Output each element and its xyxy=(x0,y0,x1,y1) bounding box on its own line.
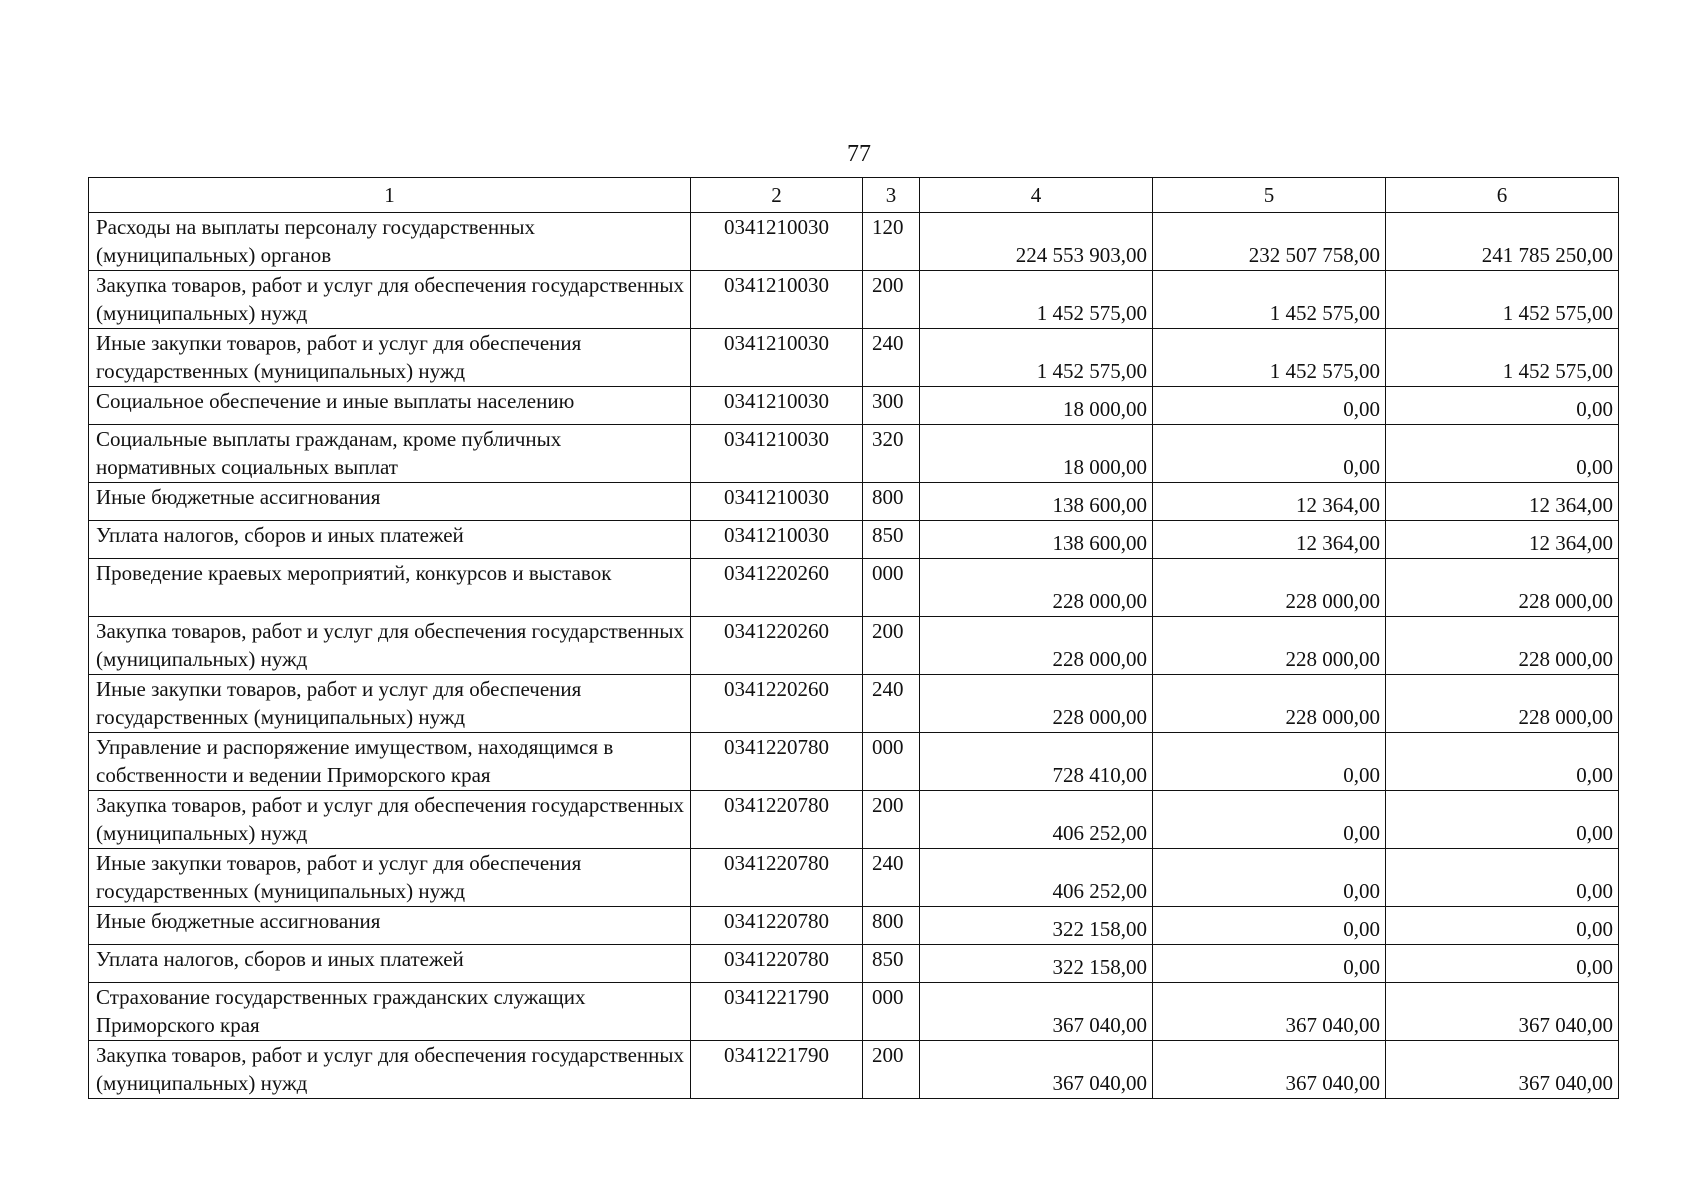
row-name-cell: Уплата налогов, сборов и иных платежей xyxy=(89,521,691,559)
table-row xyxy=(89,907,1619,945)
row-value-col5: 228 000,00 xyxy=(1153,559,1386,617)
row-value-col4: 138 600,00 xyxy=(920,521,1153,559)
table-row xyxy=(89,617,1619,675)
row-value-col6: 241 785 250,00 xyxy=(1386,213,1619,271)
row-value-col4: 367 040,00 xyxy=(920,1041,1153,1099)
row-value-col6: 0,00 xyxy=(1386,945,1619,983)
row-value-col4: 224 553 903,00 xyxy=(920,213,1153,271)
row-value-col4: 406 252,00 xyxy=(920,849,1153,907)
table-row xyxy=(89,791,1619,849)
row-type-cell: 300 xyxy=(863,387,920,425)
row-value-col4: 728 410,00 xyxy=(920,733,1153,791)
row-code-cell: 0341210030 xyxy=(691,425,863,483)
row-value-col6: 367 040,00 xyxy=(1386,983,1619,1041)
header-row xyxy=(89,178,1619,213)
row-value-col4: 138 600,00 xyxy=(920,483,1153,521)
row-code-cell: 0341210030 xyxy=(691,271,863,329)
row-code-cell: 0341220780 xyxy=(691,733,863,791)
table-row xyxy=(89,559,1619,617)
table-row xyxy=(89,425,1619,483)
row-value-col6: 228 000,00 xyxy=(1386,675,1619,733)
table-row xyxy=(89,675,1619,733)
row-type-cell: 120 xyxy=(863,213,920,271)
row-type-cell: 000 xyxy=(863,733,920,791)
row-value-col4: 18 000,00 xyxy=(920,387,1153,425)
row-type-cell: 200 xyxy=(863,791,920,849)
column-header-1: 1 xyxy=(89,178,691,213)
row-name-cell: Уплата налогов, сборов и иных платежей xyxy=(89,945,691,983)
row-type-cell: 000 xyxy=(863,559,920,617)
row-code-cell: 0341220780 xyxy=(691,945,863,983)
row-value-col6: 0,00 xyxy=(1386,907,1619,945)
row-value-col4: 228 000,00 xyxy=(920,617,1153,675)
row-value-col5: 1 452 575,00 xyxy=(1153,329,1386,387)
row-name-cell: Иные бюджетные ассигнования xyxy=(89,907,691,945)
row-value-col5: 0,00 xyxy=(1153,907,1386,945)
table-row xyxy=(89,945,1619,983)
table-row xyxy=(89,483,1619,521)
table-row xyxy=(89,329,1619,387)
table-row xyxy=(89,521,1619,559)
row-value-col5: 367 040,00 xyxy=(1153,1041,1386,1099)
row-type-cell: 320 xyxy=(863,425,920,483)
row-value-col6: 12 364,00 xyxy=(1386,483,1619,521)
row-type-cell: 200 xyxy=(863,617,920,675)
row-code-cell: 0341210030 xyxy=(691,329,863,387)
row-value-col6: 1 452 575,00 xyxy=(1386,329,1619,387)
table-row xyxy=(89,271,1619,329)
row-value-col6: 228 000,00 xyxy=(1386,617,1619,675)
row-value-col4: 1 452 575,00 xyxy=(920,329,1153,387)
row-type-cell: 240 xyxy=(863,849,920,907)
row-name-cell: Закупка товаров, работ и услуг для обеспечения государственных (муниципальных) нужд xyxy=(89,791,691,849)
row-value-col5: 0,00 xyxy=(1153,387,1386,425)
column-header-5: 5 xyxy=(1153,178,1386,213)
row-value-col5: 0,00 xyxy=(1153,425,1386,483)
row-code-cell: 0341220780 xyxy=(691,907,863,945)
table-row xyxy=(89,983,1619,1041)
row-name-cell: Иные закупки товаров, работ и услуг для обеспечения государственных (муниципальных) нужд xyxy=(89,329,691,387)
row-type-cell: 200 xyxy=(863,1041,920,1099)
row-name-cell: Закупка товаров, работ и услуг для обеспечения государственных (муниципальных) нужд xyxy=(89,271,691,329)
row-name-cell: Управление и распоряжение имуществом, находящимся в собственности и ведении Приморского края xyxy=(89,733,691,791)
row-value-col6: 0,00 xyxy=(1386,387,1619,425)
row-value-col6: 367 040,00 xyxy=(1386,1041,1619,1099)
row-code-cell: 0341210030 xyxy=(691,521,863,559)
row-value-col4: 18 000,00 xyxy=(920,425,1153,483)
row-value-col5: 0,00 xyxy=(1153,849,1386,907)
row-value-col4: 367 040,00 xyxy=(920,983,1153,1041)
row-code-cell: 0341220260 xyxy=(691,675,863,733)
row-value-col5: 228 000,00 xyxy=(1153,675,1386,733)
row-code-cell: 0341220260 xyxy=(691,559,863,617)
row-value-col4: 322 158,00 xyxy=(920,945,1153,983)
row-type-cell: 850 xyxy=(863,521,920,559)
row-code-cell: 0341220780 xyxy=(691,849,863,907)
row-value-col5: 367 040,00 xyxy=(1153,983,1386,1041)
row-code-cell: 0341210030 xyxy=(691,483,863,521)
row-value-col5: 12 364,00 xyxy=(1153,483,1386,521)
row-value-col6: 1 452 575,00 xyxy=(1386,271,1619,329)
table-row xyxy=(89,1041,1619,1099)
row-value-col4: 228 000,00 xyxy=(920,559,1153,617)
row-name-cell: Страхование государственных гражданских служащих Приморского края xyxy=(89,983,691,1041)
row-code-cell: 0341210030 xyxy=(691,387,863,425)
column-header-3: 3 xyxy=(863,178,920,213)
table-header xyxy=(89,178,1619,213)
row-value-col6: 12 364,00 xyxy=(1386,521,1619,559)
row-name-cell: Социальные выплаты гражданам, кроме публичных нормативных социальных выплат xyxy=(89,425,691,483)
row-code-cell: 0341221790 xyxy=(691,983,863,1041)
table-row xyxy=(89,849,1619,907)
row-name-cell: Закупка товаров, работ и услуг для обеспечения государственных (муниципальных) нужд xyxy=(89,617,691,675)
row-value-col5: 1 452 575,00 xyxy=(1153,271,1386,329)
row-value-col6: 228 000,00 xyxy=(1386,559,1619,617)
table-row xyxy=(89,387,1619,425)
column-header-4: 4 xyxy=(920,178,1153,213)
budget-table xyxy=(88,177,1619,1099)
row-code-cell: 0341220260 xyxy=(691,617,863,675)
table-row xyxy=(89,733,1619,791)
page-number: 77 xyxy=(847,141,871,167)
row-value-col6: 0,00 xyxy=(1386,733,1619,791)
row-code-cell: 0341220780 xyxy=(691,791,863,849)
row-value-col4: 406 252,00 xyxy=(920,791,1153,849)
row-name-cell: Иные бюджетные ассигнования xyxy=(89,483,691,521)
row-value-col6: 0,00 xyxy=(1386,849,1619,907)
row-value-col4: 228 000,00 xyxy=(920,675,1153,733)
table-body xyxy=(89,213,1619,1099)
column-header-2: 2 xyxy=(691,178,863,213)
row-type-cell: 240 xyxy=(863,675,920,733)
row-type-cell: 850 xyxy=(863,945,920,983)
row-value-col4: 322 158,00 xyxy=(920,907,1153,945)
row-value-col5: 0,00 xyxy=(1153,791,1386,849)
row-value-col6: 0,00 xyxy=(1386,425,1619,483)
row-type-cell: 800 xyxy=(863,907,920,945)
row-value-col5: 228 000,00 xyxy=(1153,617,1386,675)
row-type-cell: 240 xyxy=(863,329,920,387)
row-value-col6: 0,00 xyxy=(1386,791,1619,849)
row-name-cell: Социальное обеспечение и иные выплаты населению xyxy=(89,387,691,425)
row-value-col5: 232 507 758,00 xyxy=(1153,213,1386,271)
row-value-col5: 0,00 xyxy=(1153,945,1386,983)
row-name-cell: Закупка товаров, работ и услуг для обеспечения государственных (муниципальных) нужд xyxy=(89,1041,691,1099)
row-value-col4: 1 452 575,00 xyxy=(920,271,1153,329)
row-name-cell: Проведение краевых мероприятий, конкурсов и выставок xyxy=(89,559,691,617)
row-name-cell: Иные закупки товаров, работ и услуг для обеспечения государственных (муниципальных) нужд xyxy=(89,849,691,907)
row-value-col5: 12 364,00 xyxy=(1153,521,1386,559)
row-code-cell: 0341221790 xyxy=(691,1041,863,1099)
table-row xyxy=(89,213,1619,271)
column-header-6: 6 xyxy=(1386,178,1619,213)
row-value-col5: 0,00 xyxy=(1153,733,1386,791)
row-type-cell: 800 xyxy=(863,483,920,521)
row-name-cell: Расходы на выплаты персоналу государственных (муниципальных) органов xyxy=(89,213,691,271)
row-type-cell: 000 xyxy=(863,983,920,1041)
row-code-cell: 0341210030 xyxy=(691,213,863,271)
row-name-cell: Иные закупки товаров, работ и услуг для обеспечения государственных (муниципальных) нужд xyxy=(89,675,691,733)
row-type-cell: 200 xyxy=(863,271,920,329)
